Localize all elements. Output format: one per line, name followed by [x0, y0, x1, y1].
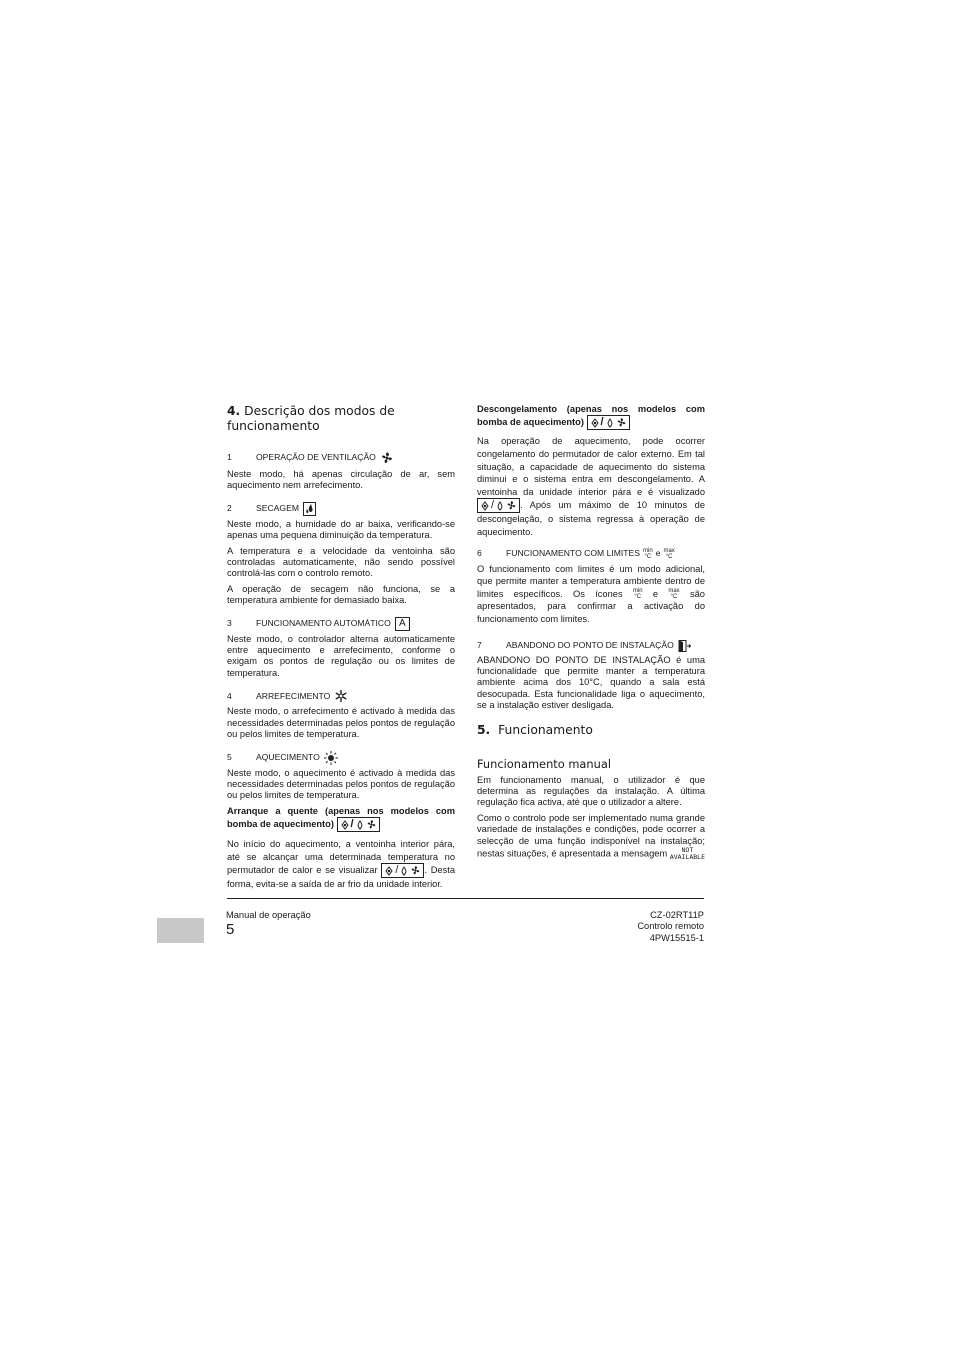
item-label: ABANDONO DO PONTO DE INSTALAÇÃO [506, 639, 674, 650]
right-column [477, 400, 705, 861]
heat-exchanger-icon [590, 418, 600, 428]
max-label: max [668, 588, 680, 595]
paragraph-text: O funcionamento com limites é um modo adicional, que permite manter a temperatura ambiente dentro de limites específicos. Os ícones [477, 563, 705, 599]
defrost-paragraph [477, 435, 705, 538]
heat-exchanger-icon [384, 866, 394, 876]
paragraph: Em funcionamento manual, o utilizador é que determina as regulações da instalação. A última regulação fica activa, até que o utilizador a altere. [477, 774, 705, 808]
fan-icon [506, 500, 517, 511]
item-label: OPERAÇÃO DE VENTILAÇÃO [256, 452, 376, 463]
footer-right [637, 910, 704, 944]
section-title: Funcionamento [498, 722, 593, 737]
defrost-title-text: Descongelamento (apenas nos modelos com bomba de aquecimento) [477, 404, 705, 428]
section-title: Descrição dos modos de funcionamento [227, 404, 395, 433]
paragraph-text: . Após um máximo de 10 minutos de descongelação, o sistema regressa à operação de aquecimento. [477, 500, 705, 537]
manual-paragraph-2 [477, 813, 705, 861]
paragraph: Neste modo, há apenas circulação de ar, sem aquecimento nem arrefecimento. [227, 469, 455, 491]
mode-item-cooling [227, 689, 455, 703]
degree-label: °C [665, 553, 673, 560]
droplet-icon [605, 418, 615, 428]
defrost-display-icon [337, 817, 380, 832]
section-number: 4. [227, 404, 241, 418]
na-top-label: NOT [681, 846, 694, 854]
defrost-display-icon [477, 498, 520, 513]
fan-icon [410, 865, 421, 876]
paragraph: Neste modo, a humidade do ar baixa, verificando-se apenas uma pequena diminuição da temperatura. [227, 518, 455, 541]
paragraph-text: e [652, 588, 659, 599]
mode-item-auto [227, 617, 455, 631]
left-column [227, 400, 455, 891]
heat-exchanger-icon [340, 820, 350, 830]
slash-glyph: / [350, 818, 354, 831]
item-number: 6 [477, 547, 482, 558]
item-number: 7 [477, 639, 482, 650]
paragraph: Neste modo, o aquecimento é activado à medida das necessidades determinadas pelos pontos de regulação ou pelos limites de temperatura. [227, 767, 455, 801]
paragraph-text: Como o controlo pode ser implementado numa grande variedade de instalações e condições, pode ocorrer a selecção de uma função indisponível na instalação; nestas situações, é apresentada a mensagem [477, 812, 705, 859]
item-label: FUNCIONAMENTO COM LIMITES [506, 547, 641, 558]
min-temp-icon [643, 548, 653, 560]
defrost-title [477, 404, 705, 430]
paragraph-text: Na operação de aquecimento, pode ocorrer congelamento do permutador de calor externo. Em tal situação, a capacidade de aquecimento do sistema diminui e o sistema entra em descongelamento. A ventoinha da unidade interior pára e é visualizado [477, 436, 705, 497]
manual-title: Manual de operação [226, 910, 311, 920]
min-label: min [632, 588, 643, 595]
auto-icon: A [395, 617, 410, 631]
item-number: 5 [227, 751, 232, 762]
item-number: 2 [227, 503, 232, 514]
item-label: ARREFECIMENTO [256, 690, 331, 701]
droplet-icon [399, 866, 409, 876]
item-number: 4 [227, 690, 232, 701]
paragraph: A temperatura e a velocidade da ventoinha são controladas automaticamente, não sendo possível controlá-las com o controlo remoto. [227, 545, 455, 579]
defrost-display-icon [381, 863, 424, 878]
paragraph-text: No início do aquecimento, a ventoinha interior pára, até se alcançar uma determinada temperatura no permutador de calor e se visualizar [227, 839, 455, 876]
warm-start-title [227, 806, 455, 832]
slash-glyph: / [395, 864, 399, 877]
degree-label: °C [644, 553, 652, 560]
snowflake-icon [334, 689, 348, 703]
slash-glyph: / [491, 499, 495, 512]
mode-item-heating [227, 751, 455, 765]
limits-paragraph [477, 563, 705, 626]
degree-label: °C [634, 594, 642, 601]
conjunction: e [655, 547, 661, 558]
degree-label: °C [670, 594, 678, 601]
na-bottom-label: AVAILABLE [669, 853, 706, 861]
paragraph: A operação de secagem não funciona, se a temperatura ambiente for demasiado baixa. [227, 583, 455, 606]
warm-start-title-text: Arranque a quente (apenas nos modelos com bomba de aquecimento) [227, 805, 455, 830]
max-temp-icon [663, 548, 674, 560]
document-code: 4PW15515-1 [649, 932, 704, 943]
paragraph-text: . Desta forma, evita-se a saída de ar frio da unidade interior. [227, 865, 455, 890]
mode-item-ventilation [227, 451, 455, 465]
model-number: CZ-02RT11P [650, 910, 704, 920]
item-number: 1 [227, 452, 232, 463]
paragraph: Neste modo, o controlador alterna automaticamente entre aquecimento e arrefecimento, conforme o exigam os pontos de regulação ou os limites de temperatura. [227, 633, 455, 678]
sun-icon [324, 751, 338, 765]
fan-icon [366, 819, 377, 830]
max-label: max [663, 547, 675, 554]
fan-icon [380, 451, 394, 465]
mode-item-leave-home [477, 640, 705, 652]
product-name: Controlo remoto [637, 921, 704, 932]
droplet-icon [495, 501, 505, 511]
droplet-icon [355, 820, 365, 830]
footer-rule [227, 898, 704, 899]
subsection-title: Funcionamento manual [477, 756, 612, 771]
drop-icon [303, 502, 316, 516]
warm-start-paragraph [227, 838, 455, 891]
section-5-heading [477, 723, 705, 738]
mode-item-limits [477, 548, 705, 560]
paragraph-text: são apresentados, para confirmar a activação do funcionamento com limites. [477, 588, 705, 624]
fan-icon [616, 417, 627, 428]
defrost-display-icon [587, 415, 630, 430]
page-number: 5 [226, 921, 235, 939]
paragraph: ABANDONO DO PONTO DE INSTALAÇÃO é uma funcionalidade que permite manter a temperatura ambiente acima dos 10°C, quando a sala está desocupada. Esta funcionalidade liga o aquecimento, se a instalação estiver desligada. [477, 654, 705, 711]
section-number: 5. [477, 722, 491, 737]
item-number: 3 [227, 617, 232, 628]
item-label: AQUECIMENTO [256, 751, 320, 762]
min-temp-icon [633, 588, 643, 600]
item-label: FUNCIONAMENTO AUTOMÁTICO [256, 617, 391, 628]
mode-item-drying [227, 502, 455, 516]
not-available-icon [670, 847, 705, 861]
max-temp-icon [668, 588, 679, 600]
min-label: min [643, 547, 653, 554]
item-label: SECAGEM [256, 503, 299, 514]
heat-exchanger-icon [480, 501, 490, 511]
slash-glyph: / [600, 416, 604, 429]
paragraph: Neste modo, o arrefecimento é activado à medida das necessidades determinadas pelos pontos de regulação ou pelos limites de temperatura. [227, 706, 455, 740]
door-exit-icon [678, 640, 691, 652]
section-4-heading [227, 404, 455, 434]
footer-left [226, 910, 311, 938]
page-tab-marker [157, 918, 204, 943]
